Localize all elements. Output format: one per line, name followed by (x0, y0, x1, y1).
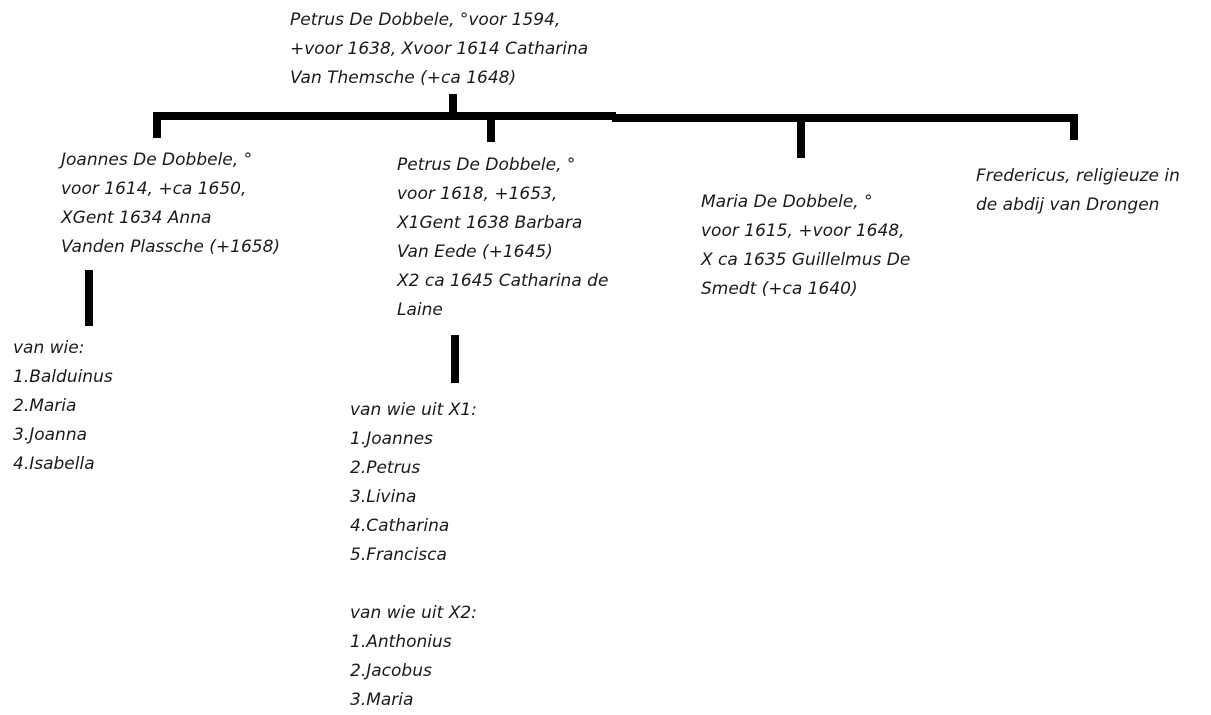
sibling-line-right (612, 114, 1078, 122)
root-person (290, 6, 588, 93)
child-2-line: Petrus De Dobbele, ° (397, 155, 576, 175)
child-4-line: de abdij van Drongen (976, 195, 1160, 215)
child-2-descendants-x2 (350, 599, 477, 715)
child-2-line: X1Gent 1638 Barbara (397, 213, 583, 233)
child-3-line: voor 1615, +voor 1648, (701, 221, 905, 241)
descendants-heading: van wie uit X1: (350, 400, 477, 420)
child-1-line: voor 1614, +ca 1650, (61, 179, 247, 199)
child-2-line: Van Eede (+1645) (397, 242, 553, 262)
child-2-line: voor 1618, +1653, (397, 184, 558, 204)
child-3-drop (797, 118, 805, 158)
root-line: +voor 1638, Xvoor 1614 Catharina (290, 39, 589, 59)
descendant-item: 4.Isabella (13, 454, 95, 474)
child-3-line: Smedt (+ca 1640) (701, 279, 858, 299)
descendant-item: 5.Francisca (350, 545, 447, 565)
descendant-item: 3.Livina (350, 487, 417, 507)
descendant-item: 2.Jacobus (350, 661, 432, 681)
sibling-line-left (153, 112, 616, 120)
child-4-line: Fredericus, religieuze in (976, 166, 1180, 186)
child-1-line: Joannes De Dobbele, ° (61, 150, 253, 170)
child-2-person (397, 151, 608, 325)
root-line: Van Themsche (+ca 1648) (290, 68, 517, 88)
child-1-line: XGent 1634 Anna (61, 208, 212, 228)
descendant-item: 1.Joannes (350, 429, 433, 449)
descendant-item: 2.Maria (13, 396, 77, 416)
descendants-heading: van wie: (13, 338, 85, 358)
child-3-line: Maria De Dobbele, ° (701, 192, 873, 212)
child-2-drop (487, 114, 495, 142)
child-3-person (701, 188, 910, 304)
child-3-line: X ca 1635 Guillelmus De (701, 250, 911, 270)
child-1-descendant-connector (85, 270, 93, 326)
child-2-line: Laine (397, 300, 443, 320)
descendant-item: 1.Balduinus (13, 367, 113, 387)
child-1-descendants (13, 334, 113, 479)
descendant-item: 3.Maria (350, 690, 414, 710)
descendant-item: 3.Joanna (13, 425, 88, 445)
descendant-item: 2.Petrus (350, 458, 421, 478)
child-1-line: Vanden Plassche (+1658) (61, 237, 281, 257)
child-1-drop (153, 114, 161, 138)
child-2-descendant-connector (451, 335, 459, 383)
descendants-heading: van wie uit X2: (350, 603, 477, 623)
child-1-person (61, 146, 280, 262)
root-line: Petrus De Dobbele, °voor 1594, (290, 10, 561, 30)
child-4-person (976, 162, 1180, 220)
child-2-line: X2 ca 1645 Catharina de (397, 271, 609, 291)
descendant-item: 4.Catharina (350, 516, 450, 536)
child-2-descendants-x1 (350, 396, 477, 570)
descendant-item: 1.Anthonius (350, 632, 452, 652)
child-4-drop (1070, 118, 1078, 140)
